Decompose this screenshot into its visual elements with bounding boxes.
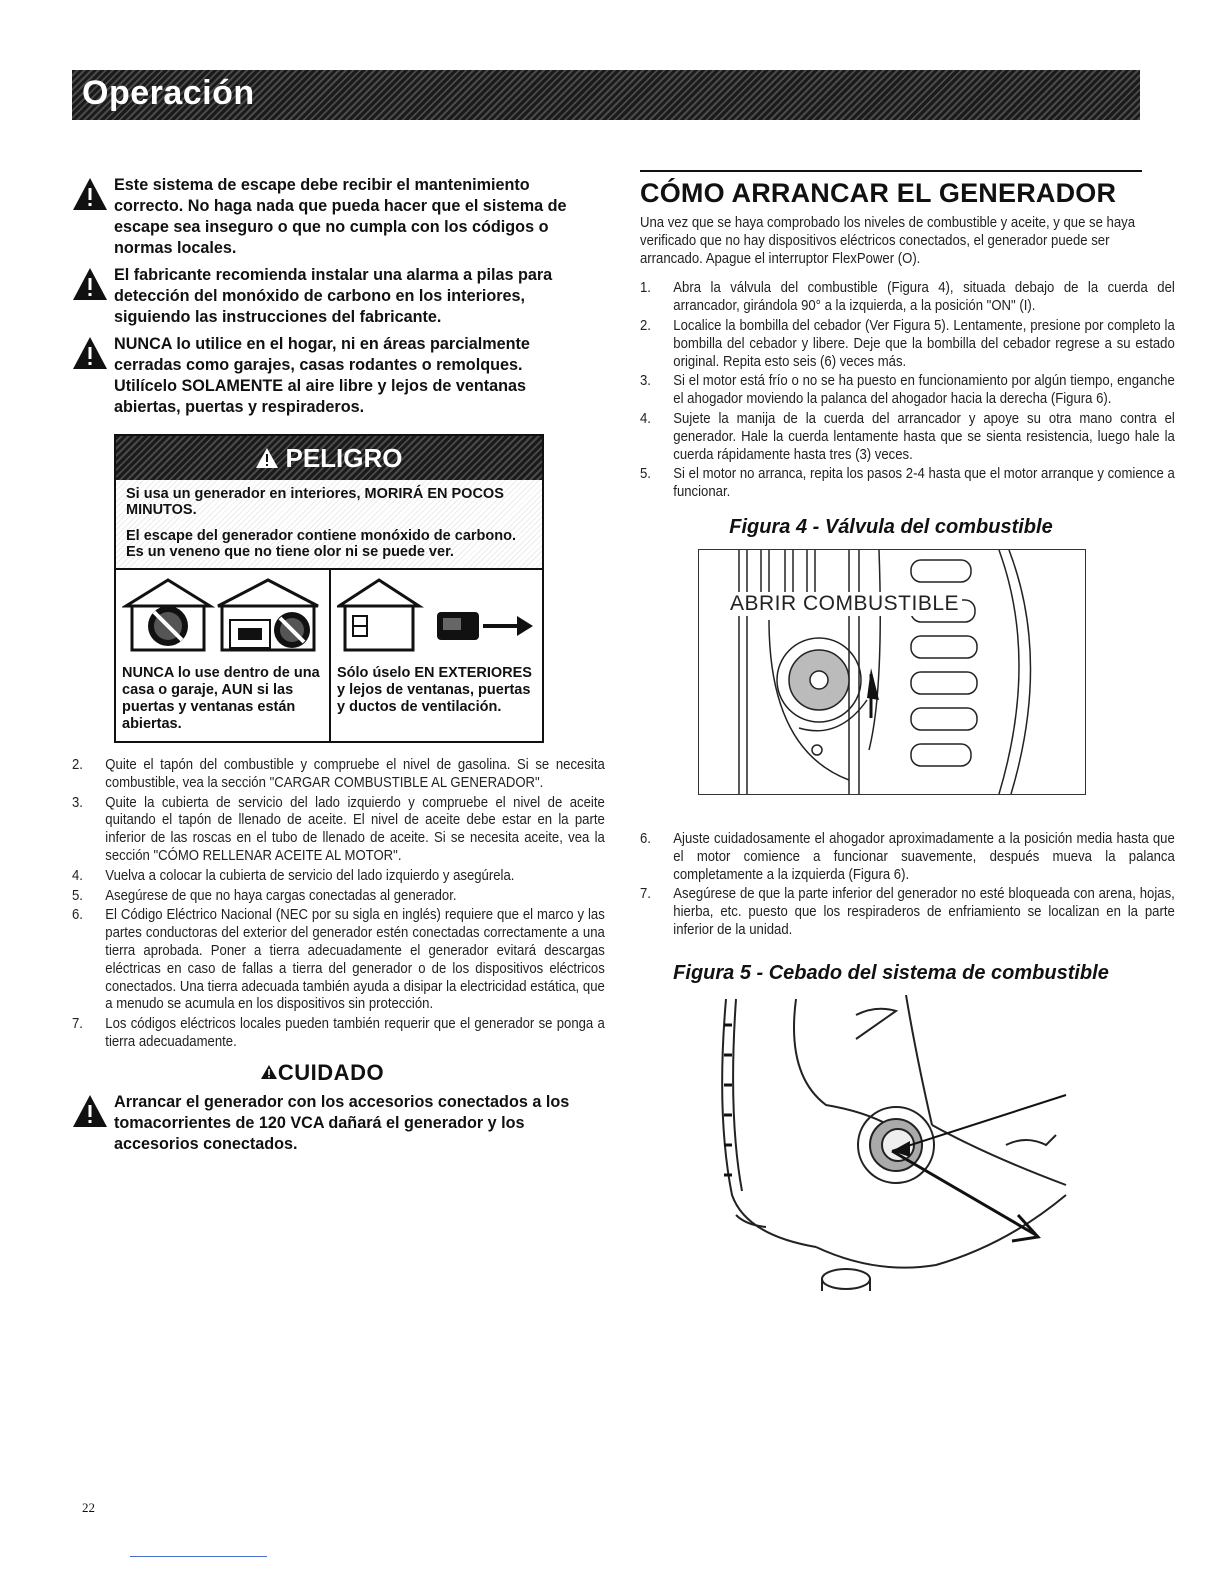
list-item: 7. Los códigos eléctricos locales pueden también requerir que el generador se ponga a tierra adecuadamente. [72, 1016, 605, 1050]
primer-bulb-illustration [706, 995, 1086, 1295]
figure-5 [706, 995, 1086, 1295]
section-title: Operación [82, 74, 255, 112]
list-item: 2. Localice la bombilla del cebador (Ver Figura 5). Lentamente, presione por completo la bombilla del cebador y libere. Deje que la bombilla del cebador regrese a su estado original. Repita esto seis (6) veces más. [640, 317, 1175, 370]
list-item: 6. Ajuste cuidadosamente el ahogador aproximadamente a la posición media hasta que el motor comience a funcionar suavemente, después mueva la palanca completamente a la izquierda (Figura 6). [640, 830, 1175, 883]
figure-4-caption: Figura 4 - Válvula del combustible [729, 515, 1053, 538]
warning-triangle-icon [72, 267, 108, 301]
warning-text: NUNCA lo utilice en el hogar, ni en áreas parcialmente cerradas como garajes, casas rodantes o remolques. Utilícelo SOLAMENTE al aire libre y lejos de ventanas abiertas, puertas y respiraderos. [114, 335, 530, 416]
left-column [72, 175, 605, 1161]
danger-text-2: El escape del generador contiene monóxido de carbono. Es un veneno que no tiene olor ni se puede ver. [126, 528, 516, 560]
caution-heading [72, 1060, 572, 1086]
list-item: 1. Abra la válvula del combustible (Figura 4), situada debajo de la cuerda del arrancador, girándola 90° a la izquierda, a la posición "ON" (I). [640, 280, 1175, 315]
figure-4-label: ABRIR COMBUSTIBLE [727, 592, 962, 616]
outdoor-use-icon [337, 576, 537, 654]
danger-body [116, 480, 542, 568]
section-heading: CÓMO ARRANCAR EL GENERADOR [640, 178, 1117, 208]
footer-rule [130, 1556, 267, 1557]
warning-exhaust [72, 175, 572, 259]
list-item: 3. Quite la cubierta de servicio del lado izquierdo y compruebe el nivel de aceite quitando el tapón de llenado de aceite. El nivel de aceite debe estar en la parte inferior de las roscas en el tubo de llenado de aceite. Si se necesita aceite, vea la sección "CÓMO RELLENAR ACEITE AL MOTOR". [72, 794, 605, 864]
warning-indoor-use [72, 334, 572, 418]
warning-triangle-icon [72, 1094, 108, 1128]
right-column [640, 170, 1175, 1295]
danger-text-1: Si usa un generador en interiores, MORIRÁ EN POCOS MINUTOS. [126, 486, 504, 518]
danger-cell-text: NUNCA lo use dentro de una casa o garaje, AUN si las puertas y ventanas están abiertas. [122, 665, 320, 732]
list-item: 3. Si el motor está frío o no se ha puesto en funcionamiento por algún tiempo, enganche el ahogador moviendo la palanca del ahogador hacia la derecha (Figura 6). [640, 373, 1175, 408]
no-indoor-use-icon [122, 576, 322, 654]
section-header-bar [72, 70, 1140, 120]
left-steps-list [72, 757, 605, 1052]
warning-text: El fabricante recomienda instalar una alarma a pilas para detección del monóxido de carbono en los interiores, siguiendo las instrucciones del fabricante. [114, 266, 553, 326]
warning-triangle-icon [260, 1064, 278, 1080]
list-item: 5. Asegúrese de que no haya cargas conectadas al generador. [72, 887, 457, 904]
figure-4 [698, 549, 1086, 795]
danger-box [114, 434, 544, 743]
warning-triangle-icon [72, 177, 108, 211]
list-item: 4. Vuelva a colocar la cubierta de servicio del lado izquierdo y asegúrela. [72, 867, 515, 884]
intro-paragraph: Una vez que se haya comprobado los niveles de combustible y aceite, y que se haya verificado que no hay dispositivos eléctricos conectados, el generador puede ser arrancado. Apague el interruptor FlexPower (O). [640, 215, 1136, 267]
list-item: 2. Quite el tapón del combustible y compruebe el nivel de gasolina. Si se necesita combustible, vea la sección "CARGAR COMBUSTIBLE AL GENERADOR". [72, 757, 605, 791]
danger-cell-text: Sólo úselo EN EXTERIORES y lejos de ventanas, puertas y ductos de ventilación. [337, 665, 532, 715]
danger-cell-outdoor [329, 570, 542, 741]
figure-5-caption: Figura 5 - Cebado del sistema de combustible [673, 961, 1109, 984]
right-steps-list-a [640, 280, 1175, 502]
fuel-valve-illustration [699, 550, 1085, 794]
warning-accessories [72, 1092, 572, 1155]
heading-rule [640, 170, 1142, 172]
danger-header [116, 436, 542, 480]
list-item: 6. El Código Eléctrico Nacional (NEC por su sigla en inglés) requiere que el marco y las partes conductoras del exterior del generador estén conectadas correctamente a una tierra aprobada. Poner a tierra adecuadamente el generador evitará descargas eléctricas en caso de fallas a tierra del generador o de los dispositivos eléctricos conectados. Una tierra adecuada también ayuda a disipar la electricidad estática, que a menudo se acumula en los dispositivos sin protección. [72, 907, 605, 1013]
page-number: 22 [82, 1500, 95, 1515]
caution-title: CUIDADO [277, 1059, 385, 1085]
list-item: 4. Sujete la manija de la cuerda del arrancador y apoye su otra mano contra el generador. Hale la cuerda lentamente hasta que se sienta resistencia, luego hale la cuerda rápidamente hasta tres (3) veces. [640, 410, 1175, 463]
warning-co-alarm [72, 265, 572, 328]
danger-title: PELIGRO [285, 442, 403, 473]
warning-text: Arrancar el generador con los accesorios conectados a los tomacorrientes de 120 VCA dañará el generador y los accesorios conectados. [114, 1092, 570, 1153]
warning-triangle-icon [72, 336, 108, 370]
right-steps-list-b [640, 830, 1175, 940]
warning-triangle-icon [255, 447, 279, 469]
danger-pictograms [116, 568, 542, 741]
list-item: 5. Si el motor no arranca, repita los pasos 2-4 hasta que el motor arranque y comience a funcionar. [640, 466, 1175, 501]
warning-text: Este sistema de escape debe recibir el mantenimiento correcto. No haga nada que pueda hacer que el sistema de escape sea inseguro o que no cumpla con los códigos o normas locales. [114, 176, 567, 257]
danger-cell-indoor [116, 570, 329, 741]
list-item: 7. Asegúrese de que la parte inferior del generador no esté bloqueada con arena, hojas, hierba, etc. puesto que los respiraderos de enfriamiento se localizan en la parte inferior de la unidad. [640, 886, 1175, 938]
